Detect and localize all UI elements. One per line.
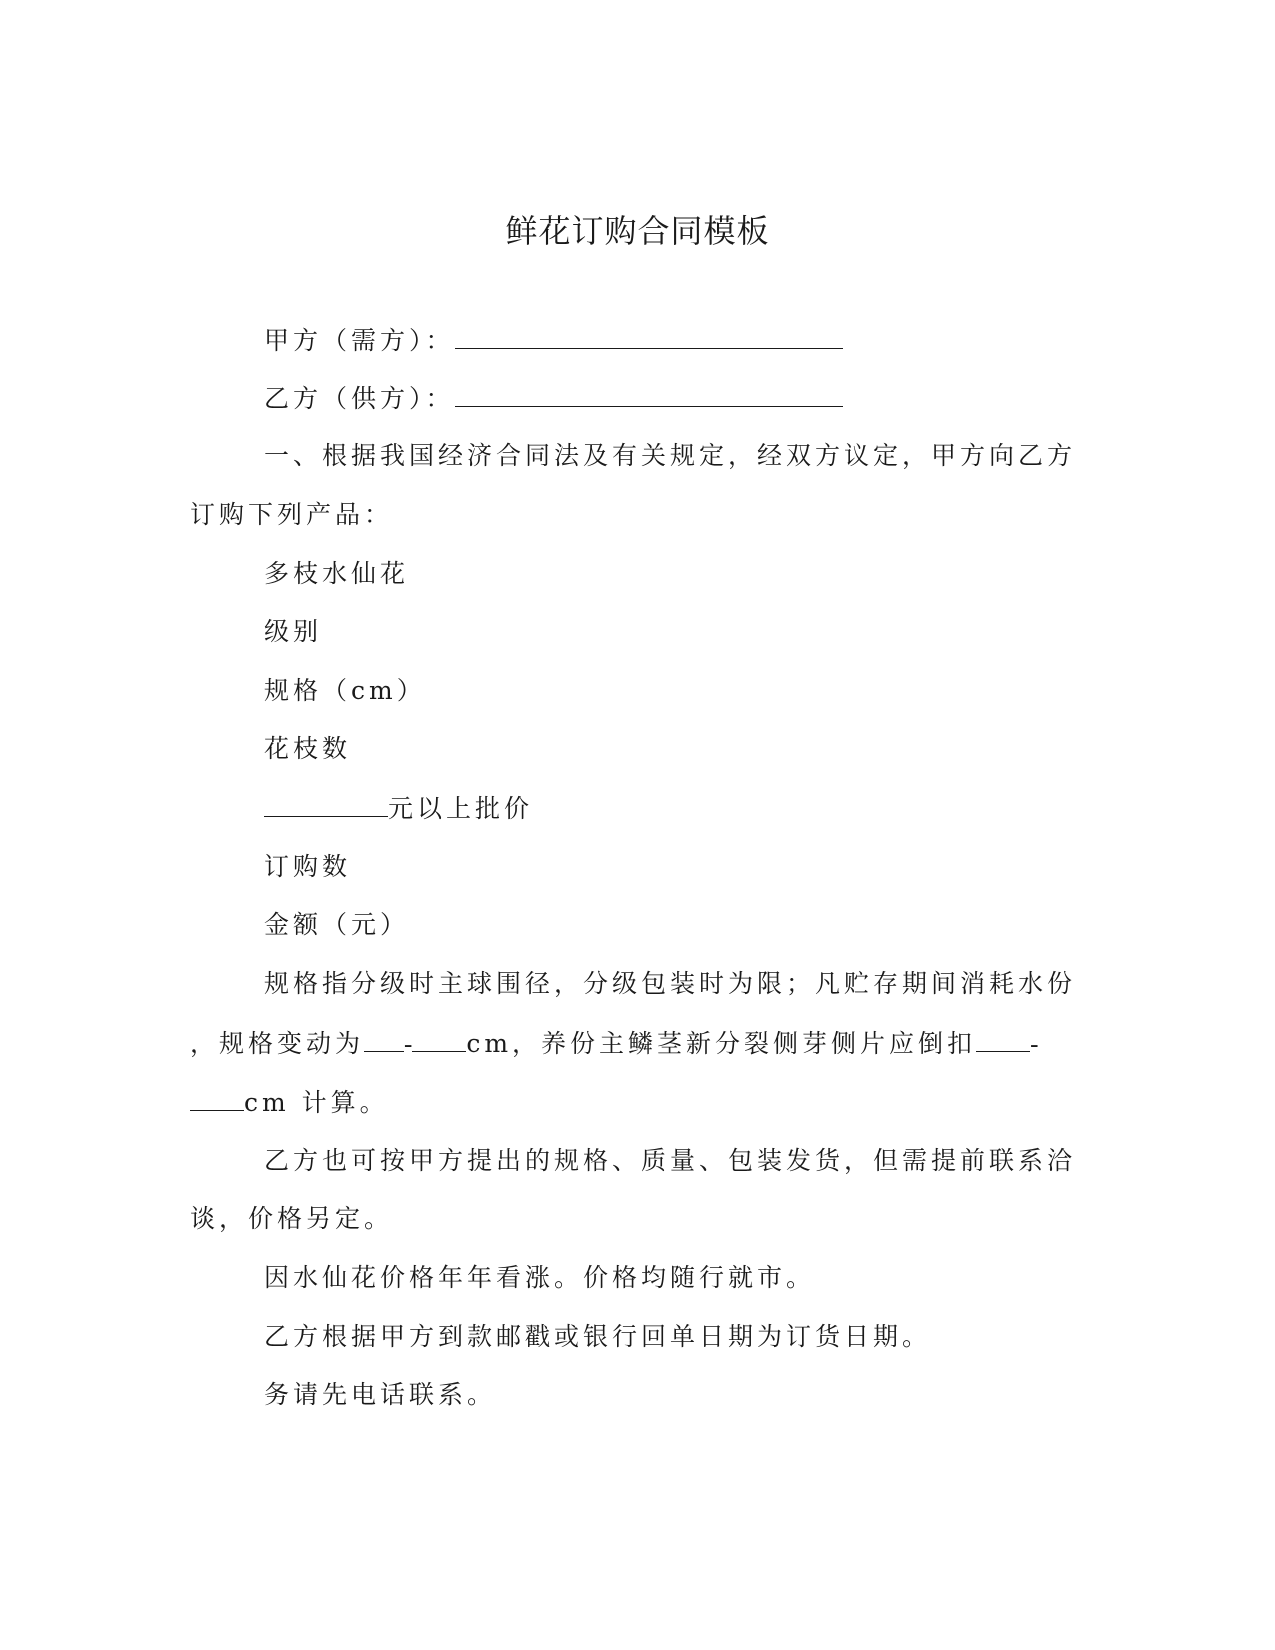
item-spec: 规格（cm） xyxy=(264,676,426,705)
clause1-line1: 一、根据我国经济合同法及有关规定，经双方议定，甲方向乙方 xyxy=(264,441,1077,470)
deduct-max-blank xyxy=(190,1084,244,1111)
spec-note-dash1: - xyxy=(404,1031,413,1058)
spec-note-line1: 规格指分级时主球围径，分级包装时为限；凡贮存期间消耗水份 xyxy=(264,969,1077,998)
spec-note-line3 xyxy=(190,1084,1090,1121)
clause1-line2: 订购下列产品： xyxy=(190,500,394,529)
document-title: 鲜花订购合同模板 xyxy=(505,212,770,250)
party-a-label: 甲方（需方）： xyxy=(264,326,455,355)
price-suffix: 元以上批价 xyxy=(388,794,534,823)
spec-change-min-blank xyxy=(364,1025,404,1052)
party-b-label: 乙方（供方）： xyxy=(264,384,455,413)
party-b-line xyxy=(264,380,1164,417)
spec-note-text-a: ，规格变动为 xyxy=(190,1029,365,1058)
deduct-min-blank xyxy=(976,1025,1030,1052)
custom-line2: 谈，价格另定。 xyxy=(190,1204,394,1233)
order-date-line: 乙方根据甲方到款邮戳或银行回单日期为订货日期。 xyxy=(264,1322,932,1351)
spec-note-text-b: cm，养份主鳞茎新分裂侧芽侧片应倒扣 xyxy=(466,1029,977,1058)
contact-note-line: 务请先电话联系。 xyxy=(264,1380,497,1409)
spec-note-dash2: - xyxy=(1030,1031,1039,1058)
party-a-blank xyxy=(455,322,843,349)
item-product: 多枝水仙花 xyxy=(264,559,410,588)
price-blank xyxy=(264,790,388,817)
item-grade: 级别 xyxy=(264,617,323,646)
price-line xyxy=(264,790,1164,827)
party-a-line xyxy=(264,322,1164,359)
item-stems: 花枝数 xyxy=(264,734,352,763)
price-rise-line: 因水仙花价格年年看涨。价格均随行就市。 xyxy=(264,1263,816,1292)
item-order-qty: 订购数 xyxy=(264,852,352,881)
spec-note-line2 xyxy=(190,1025,1090,1063)
party-b-blank xyxy=(455,380,843,407)
custom-line1: 乙方也可按甲方提出的规格、质量、包装发货，但需提前联系洽 xyxy=(264,1146,1077,1175)
spec-change-max-blank xyxy=(412,1025,466,1052)
spec-note-text-c: cm 计算。 xyxy=(244,1088,389,1117)
item-amount: 金额（元） xyxy=(264,910,410,939)
